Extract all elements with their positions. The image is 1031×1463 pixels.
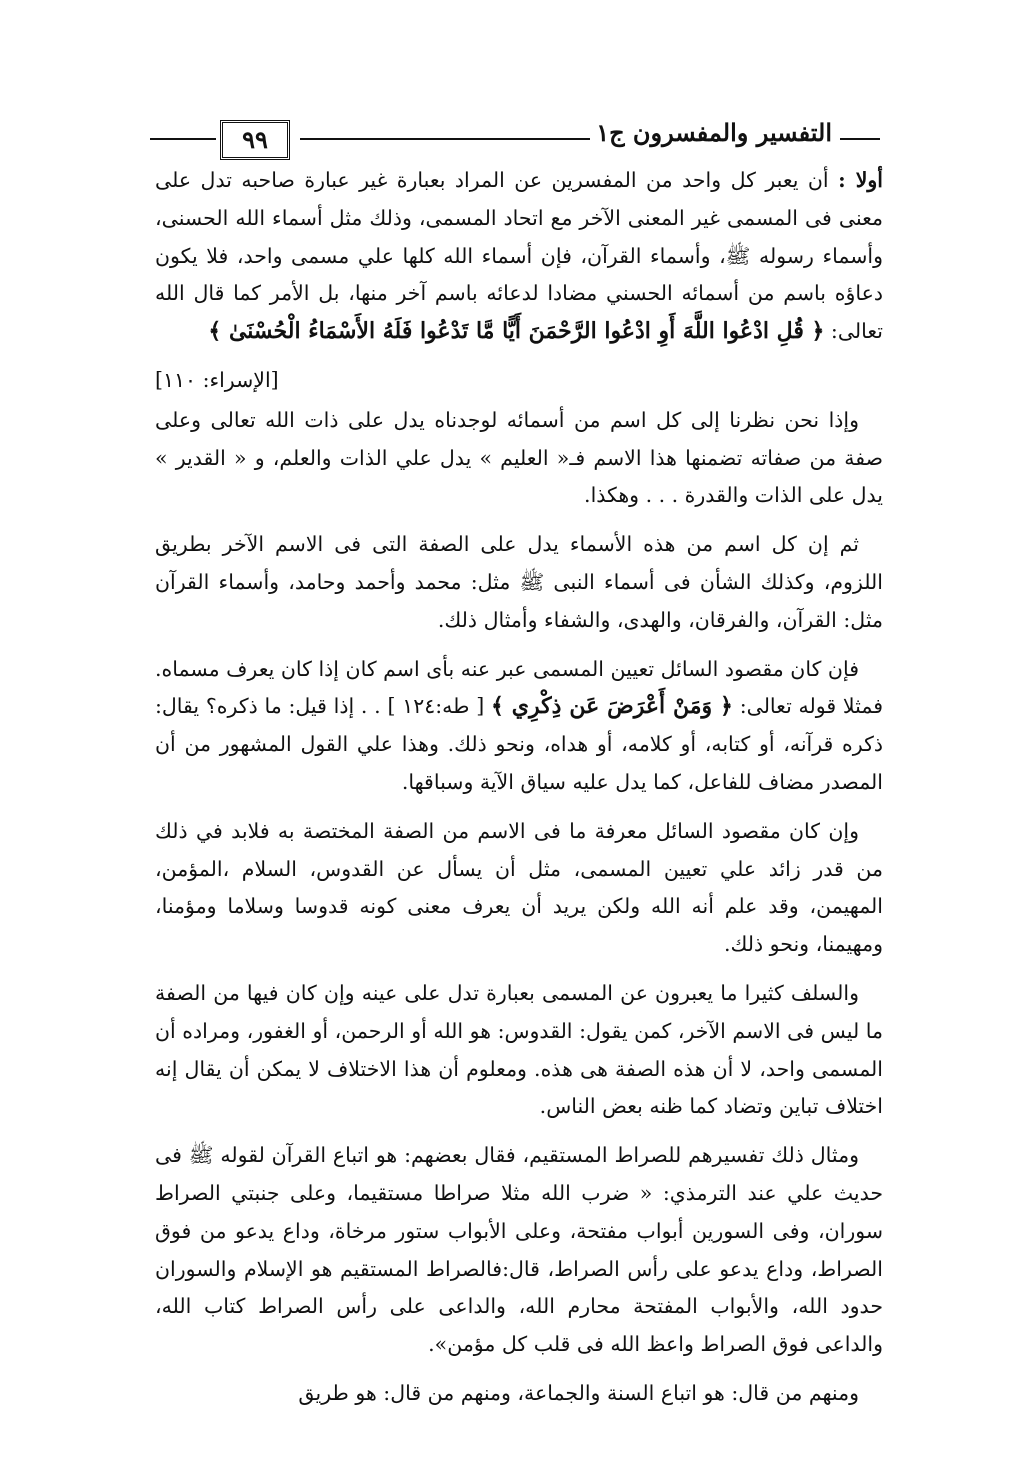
paragraph: ومثال ذلك تفسيرهم للصراط المستقيم، فقال بعضهم: هو اتباع القرآن لقوله ﷺ فى حديث علي عند الترمذي: « ضرب الله مثلا صراطا مستقيما، وعلى جنبتي الصراط سوران، وفى السورين أبواب مفتحة، وعلى الأبواب ستور مرخاة، وداع يدعو من فوق الصراط، وداع يدعو على رأس الصراط، قال:فالصراط المستقيم هو الإسلام والسوران حدود الله، والأبواب المفتحة محارم الله، والداعى على رأس الصراط كتاب الله، والداعى فوق الصراط واعظ الله فى قلب كل مؤمن». bbox=[155, 1143, 883, 1357]
paragraph bbox=[155, 162, 883, 351]
paragraph bbox=[155, 651, 883, 802]
page-header bbox=[150, 118, 880, 164]
quran-verse: ﴿ قُلِ ادْعُوا اللَّهَ أَوِ ادْعُوا الرَّحْمَنَ أَيًّا مَّا تَدْعُوا فَلَهُ الأَسْمَاءُ الْحُسْنَىٰ ﴾ bbox=[208, 318, 825, 345]
header-rule bbox=[300, 138, 590, 140]
page-number: ٩٩ bbox=[220, 120, 290, 160]
paragraph-text: [ طه:١٢٤ ] . . إذا قيل: ما ذكره؟ يقال: ذكره قرآنه، أو كتابه، أو كلامه، أو هداه، ونحو ذلك. وهذا علي القول المشهور من أن المصدر مضاف للفاعل، كما يدل عليه سياق الآية وسباقها. bbox=[155, 694, 883, 794]
paragraph: ثم إن كل اسم من هذه الأسماء يدل على الصفة التى فى الاسم الآخر بطريق اللزوم، وكذلك الشأن فى أسماء النبى ﷺ مثل: محمد وأحمد وحامد، وأسماء القرآن مثل: القرآن، والفرقان، والهدى، والشفاء وأمثال ذلك. bbox=[155, 532, 883, 632]
verse-reference: [الإسراء: ١١٠] bbox=[155, 367, 279, 392]
paragraph-text: أن يعبر كل واحد من المفسرين عن المراد بعبارة غير عبارة صاحبه تدل على معنى فى المسمى غير المعنى الآخر مع اتحاد المسمى، وذلك مثل أسماء الله الحسنى، وأسماء رسوله ﷺ، وأسماء القرآن، فإن أسماء الله كلها علي مسمى واحد، فلا يكون دعاؤه باسم من أسمائه الحسني مضادا لدعائه باسم آخر منها، بل الأمر كما قال الله تعالى: bbox=[155, 168, 883, 344]
header-rule bbox=[840, 138, 880, 140]
paragraph-lead: أولا : bbox=[838, 168, 883, 192]
paragraph: والسلف كثيرا ما يعبرون عن المسمى بعبارة تدل على عينه وإن كان فيها من الصفة ما ليس فى الاسم الآخر، كمن يقول: القدوس: هو الله أو الرحمن، أو الغفور، ومراده أن المسمى واحد، لا أن هذه الصفة هى هذه. ومعلوم أن هذا الاختلاف لا يمكن أن يقال إنه اختلاف تباين وتضاد كما ظنه بعض الناس. bbox=[155, 980, 883, 1119]
quran-verse: ﴿ وَمَنْ أَعْرَضَ عَن ذِكْرِي ﴾ bbox=[491, 693, 733, 720]
header-rule bbox=[150, 138, 216, 140]
paragraph-text: فإن كان مقصود السائل تعيين المسمى عبر عنه بأى اسم كان إذا كان يعرف مسماه. فمثلا قوله تعالى: bbox=[155, 656, 883, 719]
page-body bbox=[155, 162, 883, 1424]
paragraph: ومنهم من قال: هو اتباع السنة والجماعة، ومنهم من قال: هو طريق bbox=[298, 1380, 859, 1405]
paragraph: وإن كان مقصود السائل معرفة ما فى الاسم من الصفة المختصة به فلابد في ذلك من قدر زائد علي تعيين المسمى، مثل أن يسأل عن القدوس، السلام ،المؤمن، المهيمن، وقد علم أنه الله ولكن يريد أن يعرف معنى كونه قدوسا وسلاما ومؤمنا، ومهيمنا، ونحو ذلك. bbox=[155, 818, 884, 957]
paragraph: وإذا نحن نظرنا إلى كل اسم من أسمائه لوجدناه يدل على ذات الله تعالى وعلى صفة من صفاته تضمنها هذا الاسم فـ« العليم » يدل علي الذات والعلم، و « القدير » يدل على الذات والقدرة . . . وهكذا. bbox=[155, 407, 883, 508]
book-title: التفسير والمفسرون ج١ bbox=[596, 118, 832, 147]
